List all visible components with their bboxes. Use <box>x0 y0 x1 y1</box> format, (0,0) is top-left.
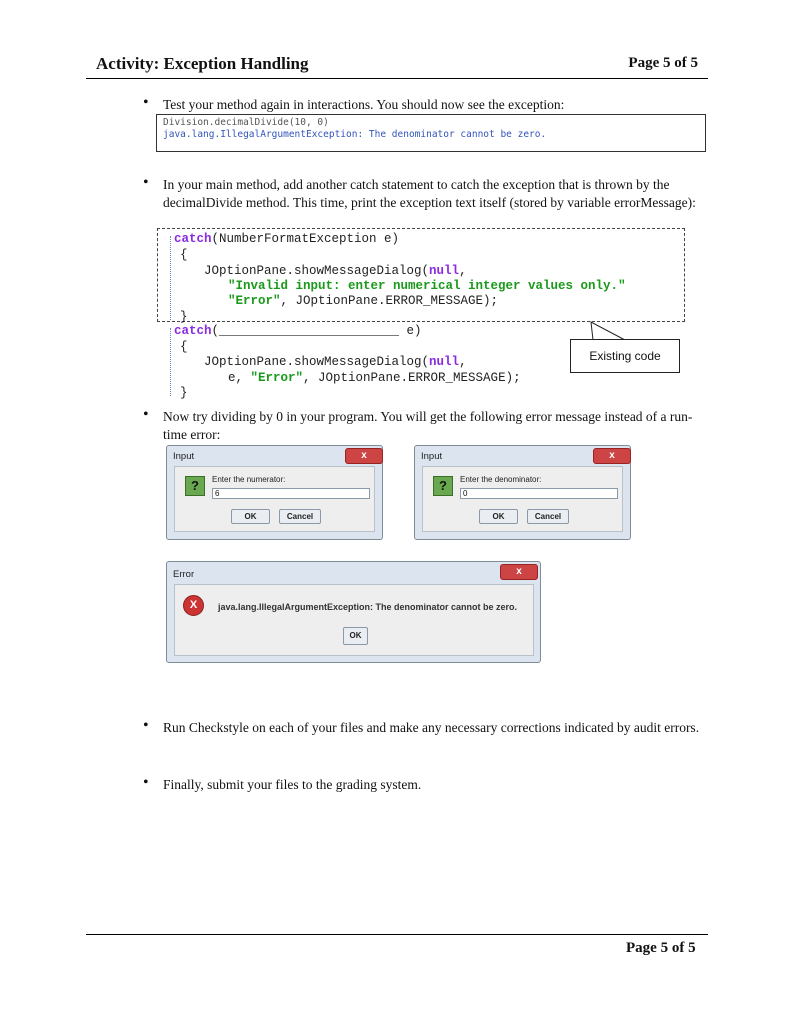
code-open-brace: { <box>180 340 188 354</box>
error-message: java.lang.IllegalArgumentException: The denominator cannot be zero. <box>218 602 518 612</box>
code-text: JOptionPane.showMessageDialog( <box>204 355 430 369</box>
keyword: catch <box>174 324 212 338</box>
code-open-brace: { <box>180 248 188 262</box>
close-icon[interactable]: x <box>593 448 631 464</box>
ok-button[interactable]: OK <box>479 509 518 524</box>
numerator-input[interactable]: 6 <box>212 488 370 499</box>
denominator-input[interactable]: 0 <box>460 488 618 499</box>
dialog-title: Input <box>173 451 195 462</box>
ok-button[interactable]: OK <box>231 509 270 524</box>
code-text: , JOptionPane.ERROR_MESSAGE); <box>303 371 521 385</box>
cancel-button[interactable]: Cancel <box>527 509 569 524</box>
code-catch-line-2 <box>174 324 422 340</box>
code-text: , JOptionPane.ERROR_MESSAGE); <box>280 294 499 308</box>
cancel-button[interactable]: Cancel <box>279 509 321 524</box>
numerator-label: Enter the numerator: <box>212 475 286 484</box>
header-divider <box>86 78 708 79</box>
string-literal: "Error" <box>228 294 281 308</box>
close-icon[interactable]: x <box>500 564 538 580</box>
dialog-title: Input <box>421 451 443 462</box>
console-input-line: Division.decimalDivide(10, 0) <box>163 117 329 128</box>
interactions-console <box>156 114 706 152</box>
keyword: null <box>429 264 460 278</box>
dialog-body <box>174 466 375 532</box>
code-show-dialog-line-1 <box>204 264 467 280</box>
document-title: Activity: Exception Handling <box>96 54 309 73</box>
bullet-text-5: Finally, submit your files to the grading system. <box>163 777 422 792</box>
header-page-number: Page 5 of 5 <box>628 55 698 71</box>
dialog-body <box>422 466 623 532</box>
page-header <box>96 54 708 78</box>
footer-divider <box>86 934 708 935</box>
string-literal: "Invalid input: enter numerical integer values only." <box>228 279 626 293</box>
console-exception-line: java.lang.IllegalArgumentException: The denominator cannot be zero. <box>163 129 547 140</box>
bullet-marker: • <box>143 94 149 111</box>
bullet-marker: • <box>143 174 149 191</box>
code-blank: (________________________ e) <box>211 324 422 338</box>
string-literal: "Error" <box>250 371 304 385</box>
code-gutter <box>170 236 171 320</box>
denominator-input-dialog <box>414 445 631 540</box>
code-text: e, <box>228 371 251 385</box>
code-gutter <box>170 328 171 396</box>
code-error-line-1 <box>228 294 498 310</box>
code-text: , <box>459 264 467 278</box>
code-close-brace: } <box>180 386 188 400</box>
code-text: , <box>459 355 467 369</box>
keyword: null <box>429 355 460 369</box>
existing-code-callout: Existing code <box>570 339 680 373</box>
code-invalid-input-string <box>228 279 626 295</box>
question-icon: ? <box>185 476 205 496</box>
numerator-input-dialog <box>166 445 383 540</box>
code-close-brace: } <box>180 310 188 324</box>
bullet-text-2: In your main method, add another catch statement to catch the exception that is thrown by the decimalDivide method. This time, print the exception text itself (stored by variable errorMessage): <box>163 177 696 210</box>
code-catch-line-1 <box>174 232 399 248</box>
code-show-dialog-line-2 <box>204 355 467 371</box>
bullet-marker: • <box>143 406 149 423</box>
bullet-marker: • <box>143 774 149 791</box>
denominator-label: Enter the denominator: <box>460 475 542 484</box>
close-icon[interactable]: x <box>345 448 383 464</box>
keyword: catch <box>174 232 212 246</box>
question-icon: ? <box>433 476 453 496</box>
error-icon: X <box>183 595 204 616</box>
dialog-title: Error <box>173 569 195 580</box>
dialog-body <box>174 584 534 656</box>
bullet-marker: • <box>143 717 149 734</box>
code-error-line-2 <box>228 371 521 387</box>
bullet-text-3: Now try dividing by 0 in your program. You will get the following error message instead of a run-time error: <box>163 409 693 442</box>
ok-button[interactable]: OK <box>343 627 368 645</box>
code-text: JOptionPane.showMessageDialog( <box>204 264 430 278</box>
bullet-text-4: Run Checkstyle on each of your files and make any necessary corrections indicated by audit errors. <box>163 720 700 735</box>
bullet-text-1: Test your method again in interactions. You should now see the exception: <box>163 97 565 112</box>
footer-page-number: Page 5 of 5 <box>626 940 696 956</box>
code-text: (NumberFormatException e) <box>211 232 400 246</box>
error-dialog <box>166 561 541 663</box>
